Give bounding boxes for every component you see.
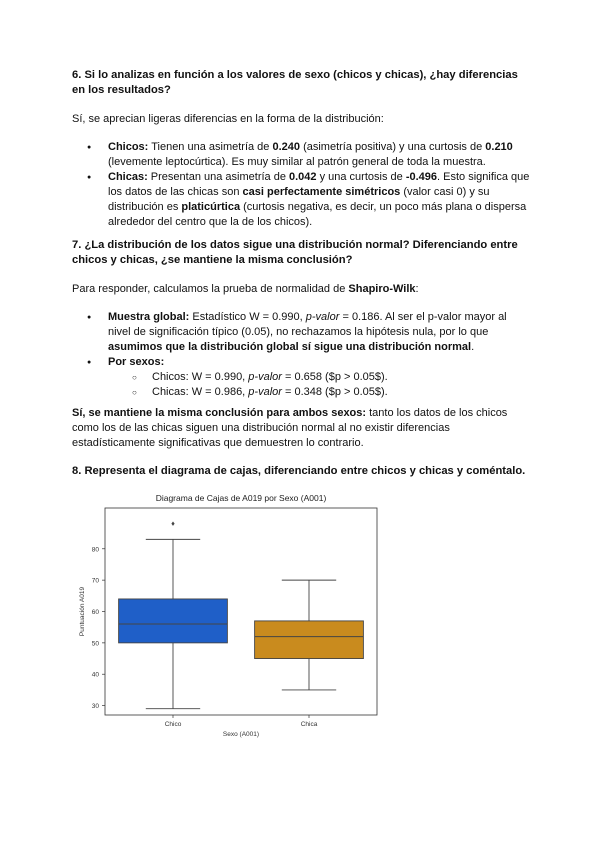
y-tick-label: 70 bbox=[91, 577, 99, 585]
box-chica bbox=[255, 621, 364, 659]
question-6-intro: Sí, se aprecian ligeras diferencias en la forma de la distribución: bbox=[72, 113, 384, 125]
question-7-intro: Para responder, calculamos la prueba de normalidad de Shapiro-Wilk: bbox=[72, 283, 419, 295]
question-7-conclusion: Sí, se mantiene la misma conclusión para ambos sexos: tanto los datos de los chicos como los de las chicas siguen una distribución normal al no existir diferencias estadísticamente significativas que demuestren lo contrario. bbox=[72, 407, 508, 449]
sub-item-chicos: ○ Chicos: W = 0.990, p-valor = 0.658 ($p > 0.05$). bbox=[72, 370, 532, 385]
sub-item-chicas: ○ Chicas: W = 0.986, p-valor = 0.348 ($p > 0.05$). bbox=[72, 385, 532, 400]
question-6-list bbox=[72, 140, 532, 230]
y-tick-label: 30 bbox=[91, 703, 99, 711]
question-7-list bbox=[72, 310, 532, 400]
x-tick-label-chico: Chico bbox=[164, 721, 182, 728]
list-item-chicas: ● Chicas: Presentan una asimetría de 0.042 y una curtosis de -0.496. Esto significa que los datos de las chicas son casi perfectamente simétricos (valor casi 0) y su distribución es platicúrtica (curtosis negativa, es decir, un poco más plana o dispersa alrededor del centro que la de los chicos). bbox=[72, 170, 532, 230]
list-item-chicos: ● Chicos: Tienen una asimetría de 0.240 (asimetría positiva) y una curtosis de 0.210 (levemente leptocúrtica). Es muy similar al patrón general de toda la muestra. bbox=[72, 140, 532, 170]
list-item-por-sexos: ● Por sexos: bbox=[72, 355, 532, 370]
box-chico bbox=[119, 599, 228, 643]
y-tick-label: 60 bbox=[91, 609, 99, 616]
question-6-heading: 6. Si lo analizas en función a los valores de sexo (chicos y chicas), ¿hay diferencias en los resultados? bbox=[72, 69, 518, 96]
outlier-chico bbox=[171, 521, 174, 525]
boxplot-chart bbox=[75, 490, 395, 740]
question-7-heading: 7. ¿La distribución de los datos sigue una distribución normal? Diferenciando entre chicos y chicas, ¿se mantiene la misma conclusión? bbox=[72, 239, 518, 266]
y-tick-label: 50 bbox=[91, 640, 99, 648]
y-axis-label: Puntuación A019 bbox=[79, 586, 86, 637]
y-tick-label: 40 bbox=[91, 671, 99, 679]
y-tick-label: 80 bbox=[91, 546, 99, 554]
chart-title: Diagrama de Cajas de A019 por Sexo (A001) bbox=[155, 493, 327, 503]
boxplot-figure bbox=[75, 490, 395, 740]
list-item-muestra-global: ● Muestra global: Estadístico W = 0.990, p-valor = 0.186. Al ser el p-valor mayor al nivel de significación típico (0.05), no rechazamos la hipótesis nula, por lo que asumimos que la distribución global sí sigue una distribución normal. bbox=[72, 310, 532, 355]
x-axis-label: Sexo (A001) bbox=[222, 731, 260, 738]
x-tick-label-chica: Chica bbox=[300, 721, 318, 728]
question-8-heading: 8. Representa el diagrama de cajas, diferenciando entre chicos y chicas y coméntalo. bbox=[72, 465, 526, 477]
